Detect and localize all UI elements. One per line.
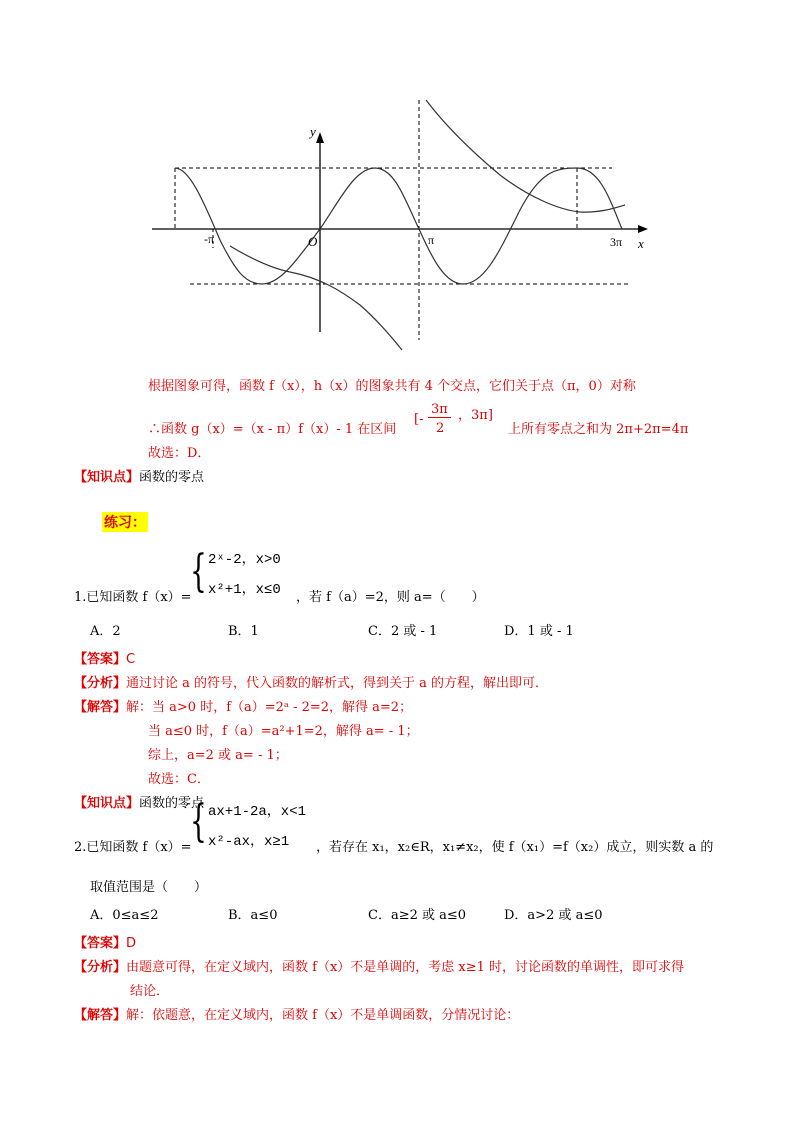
neg-pi-label: -π [204, 232, 215, 246]
q1-answer-tag: 【答案】 [74, 652, 127, 667]
q2-solution [74, 1004, 519, 1023]
q2-analysis-text-1: 由题意可得，在定义域内，函数 f（x）不是单调的，考虑 x≥1 时，讨论函数的单调性，即可求得 [126, 960, 685, 975]
q1-answer [74, 648, 135, 667]
knowledge-point-1 [74, 466, 204, 485]
q1-solution-line-2: 当 a≤0 时，f（a）=a²+1=2，解得 a= - 1； [148, 724, 419, 739]
q2-prefix: 2.已知函数 f（x）= [74, 840, 192, 855]
q2-answer [74, 932, 136, 951]
q2-option-c: C．a≥2 或 a≤0 [368, 908, 467, 923]
solution-line-1: 根据图象可得，函数 f（x），h（x）的图象共有 4 个交点，它们关于点（π，0）对称 [148, 379, 636, 394]
q1-analysis [74, 672, 548, 691]
pi-label: π [428, 233, 435, 247]
q2-analysis-tag: 【分析】 [74, 960, 127, 975]
q1-case-2: x²+1，x≤0 [208, 582, 281, 598]
q1-knowledge-point [74, 792, 204, 811]
q1-solution-line-1: 解：当 a>0 时，f（a）=2ᵃ - 2=2，解得 a=2； [126, 700, 413, 715]
q2-answer-value: D [126, 936, 137, 951]
q2-case-1: ax+1-2a，x<1 [208, 804, 307, 820]
y-axis-label: y [310, 124, 316, 139]
q1-case-1: 2ˣ-2，x>0 [208, 552, 281, 568]
q1-option-b: B．1 [228, 624, 259, 639]
solution-line-3: 故选：D． [148, 446, 211, 461]
q2-solution-line-1: 解：依题意，在定义域内，函数 f（x）不是单调函数，分情况讨论： [126, 1008, 520, 1023]
curve-f [175, 168, 622, 284]
q1-kp-text: 函数的零点 [139, 796, 205, 811]
q2-case-2: x²-ax，x≥1 [208, 834, 290, 850]
x-axis-label: x [638, 236, 644, 251]
q1-option-a: A．2 [90, 624, 121, 639]
three-pi-label: 3π [610, 235, 623, 249]
q1-option-c: C．2 或 - 1 [368, 624, 438, 639]
q2-solution-tag: 【解答】 [74, 1008, 127, 1023]
interval-right: ，3π] [458, 408, 493, 423]
x-axis-arrow [638, 225, 648, 233]
q1-brace: { [190, 546, 207, 597]
y-axis-arrow [316, 132, 324, 143]
q1-suffix: ，若 f（a）=2，则 a=（ ） [296, 590, 485, 605]
q1-kp-tag: 【知识点】 [74, 796, 140, 811]
q2-analysis [74, 956, 684, 975]
q2-brace: { [190, 796, 207, 847]
q1-solution [74, 696, 412, 715]
kp-tag: 【知识点】 [74, 470, 140, 485]
q1-solution-tag: 【解答】 [74, 700, 127, 715]
solution-line-2-post: 上所有零点之和为 2π+2π=4π [508, 422, 689, 437]
interval-left: [- [414, 412, 424, 427]
q2-suffix: ，若存在 x₁，x₂∈R，x₁≠x₂，使 f（x₁）=f（x₂）成立，则实数 a 的 [316, 840, 714, 855]
q2-analysis-text-2: 结论． [130, 984, 170, 999]
interval-numerator: 3π [428, 402, 451, 418]
q1-analysis-tag: 【分析】 [74, 676, 127, 691]
q1-answer-value: C [126, 652, 136, 667]
q2-answer-tag: 【答案】 [74, 936, 127, 951]
q1-prefix: 1.已知函数 f（x）= [74, 590, 192, 605]
function-graph [0, 0, 800, 360]
q1-solution-line-4: 故选：C． [148, 772, 210, 787]
curve-h-left [230, 246, 402, 350]
q1-option-d: D．1 或 - 1 [504, 624, 574, 639]
solution-line-2-pre: ∴函数 g（x）=（x - π）f（x）- 1 在区间 [148, 422, 397, 437]
practice-title: 练习： [102, 512, 148, 532]
interval-denominator: 2 [436, 421, 445, 436]
q1-analysis-text: 通过讨论 a 的符号，代入函数的解析式，得到关于 a 的方程，解出即可． [126, 676, 549, 691]
q2-line-2: 取值范围是（ ） [90, 880, 208, 895]
q2-option-a: A．0≤a≤2 [90, 908, 159, 923]
q2-option-b: B．a≤0 [228, 908, 278, 923]
curve-h-right [426, 100, 625, 212]
q2-option-d: D．a>2 或 a≤0 [504, 908, 603, 923]
q1-solution-line-3: 综上，a=2 或 a= - 1； [148, 748, 288, 763]
kp-text: 函数的零点 [139, 470, 205, 485]
origin-label: O [308, 234, 318, 249]
